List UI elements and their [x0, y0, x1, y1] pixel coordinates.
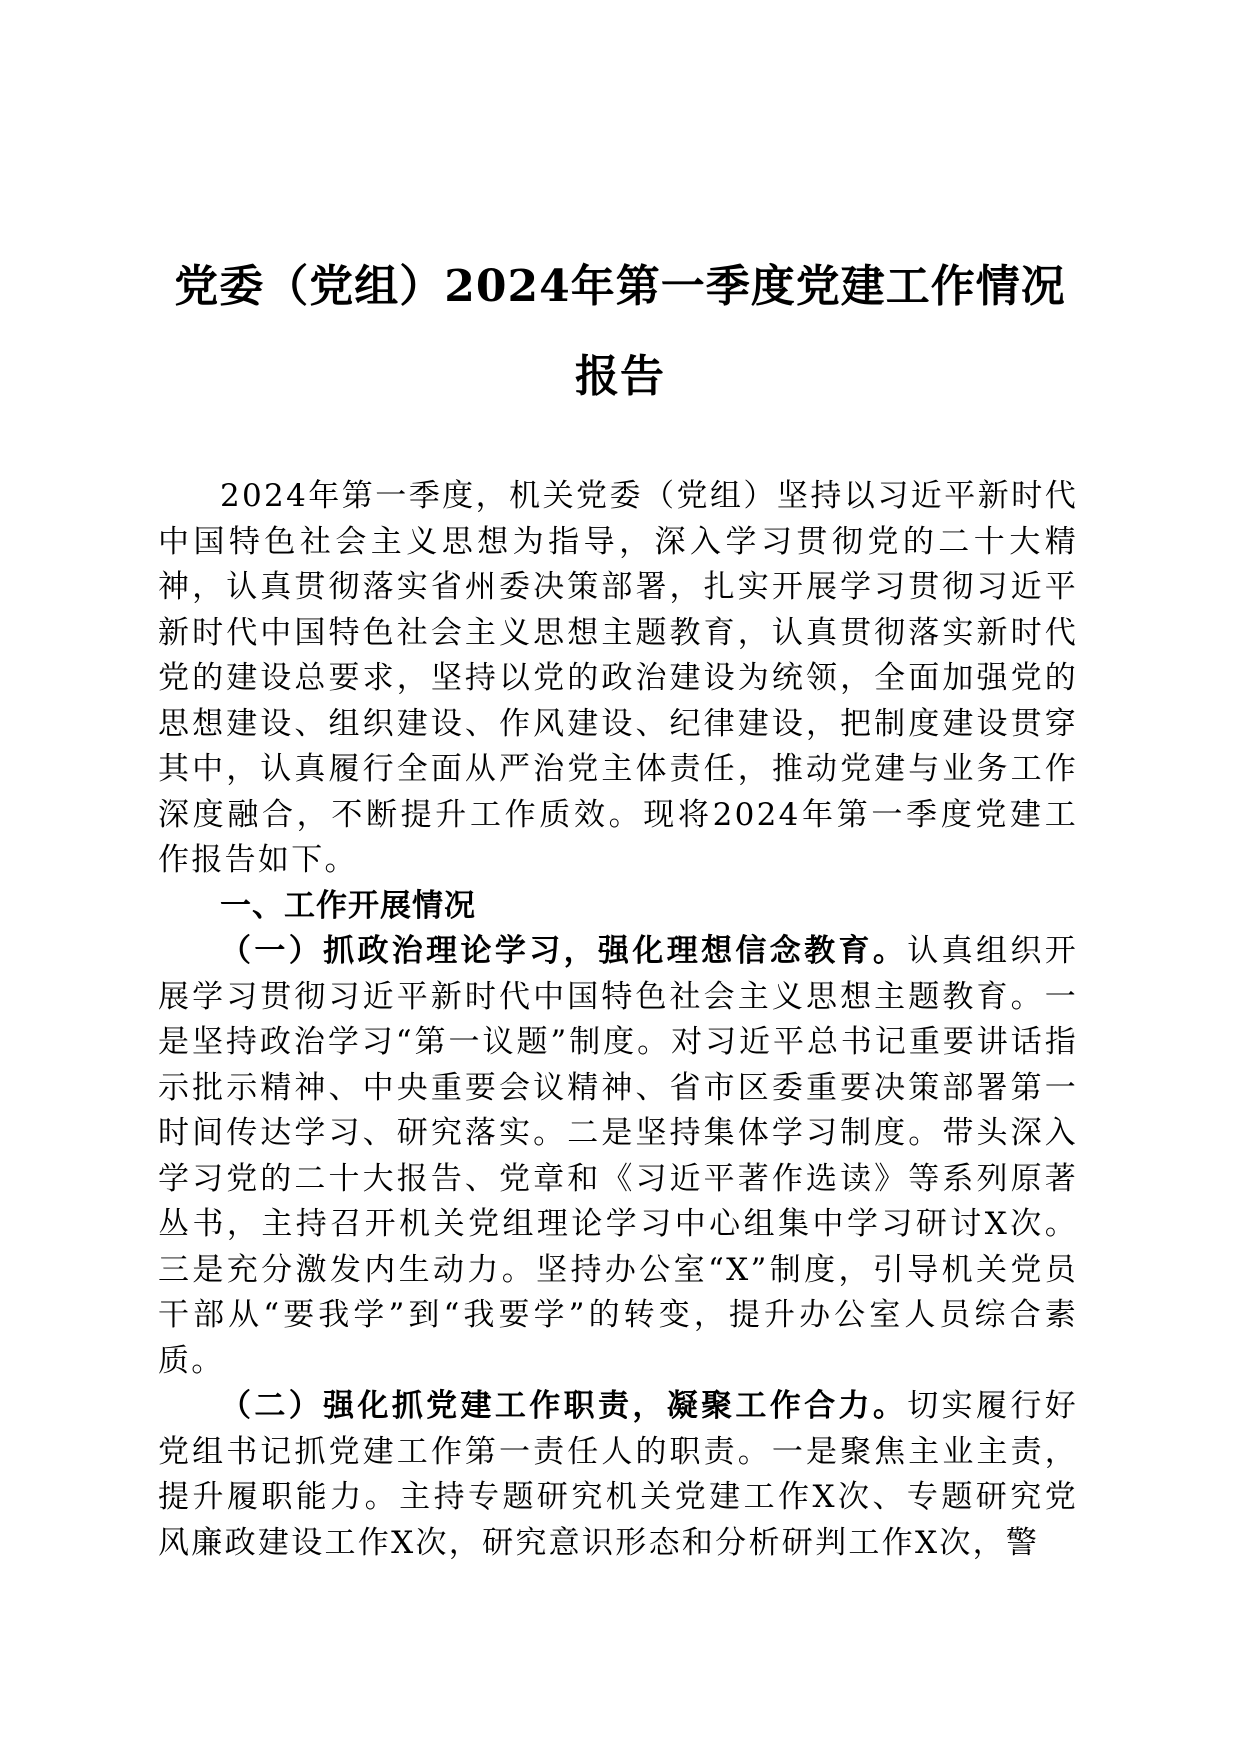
section-heading: 一、工作开展情况	[220, 887, 476, 924]
section-item-text: 切实履行好党组书记抓党建工作第一责任人的职责。一是聚焦主业主责，提升履职能力。主持专题研究机关党建工作X次、专题研究党风廉政建设工作X次，研究意识形态和分析研判工作X次，警	[158, 1388, 1078, 1561]
intro-paragraph: 2024年第一季度，机关党委（党组）坚持以习近平新时代中国特色社会主义思想为指导，深入学习贯彻党的二十大精神，认真贯彻落实省州委决策部署，扎实开展学习贯彻习近平新时代中国特色社会主义思想主题教育，认真贯彻落实新时代党的建设总要求，坚持以党的政治建设为统领，全面加强党的思想建设、组织建设、作风建设、纪律建设，把制度建设贯穿其中，认真履行全面从严治党主体责任，推动党建与业务工作深度融合，不断提升工作质效。现将2024年第一季度党建工作报告如下。	[158, 478, 1078, 878]
section-item-lead: （一）抓政治理论学习，强化理想信念教育。	[220, 933, 908, 969]
section-item-text: 认真组织开展学习贯彻习近平新时代中国特色社会主义思想主题教育。一是坚持政治学习“第一议题”制度。对习近平总书记重要讲话指示批示精神、中央重要会议精神、省市区委重要决策部署第一时间传达学习、研究落实。二是坚持集体学习制度。带头深入学习党的二十大报告、党章和《习近平著作选读》等系列原著丛书，主持召开机关党组理论学习中心组集中学习研讨X次。三是充分激发内生动力。坚持办公室“X”制度，引导机关党员干部从“要我学”到“我要学”的转变，提升办公室人员综合素质。	[158, 933, 1078, 1379]
document-title-line-2: 报告	[575, 351, 665, 402]
document-body	[158, 474, 1078, 1566]
document-title-line-1: 党委（党组）2024年第一季度党建工作情况	[174, 261, 1066, 312]
section-item-paragraph	[158, 1384, 1078, 1566]
section-item-lead: （二）强化抓党建工作职责，凝聚工作合力。	[220, 1388, 908, 1424]
section-item-paragraph	[158, 929, 1078, 1384]
